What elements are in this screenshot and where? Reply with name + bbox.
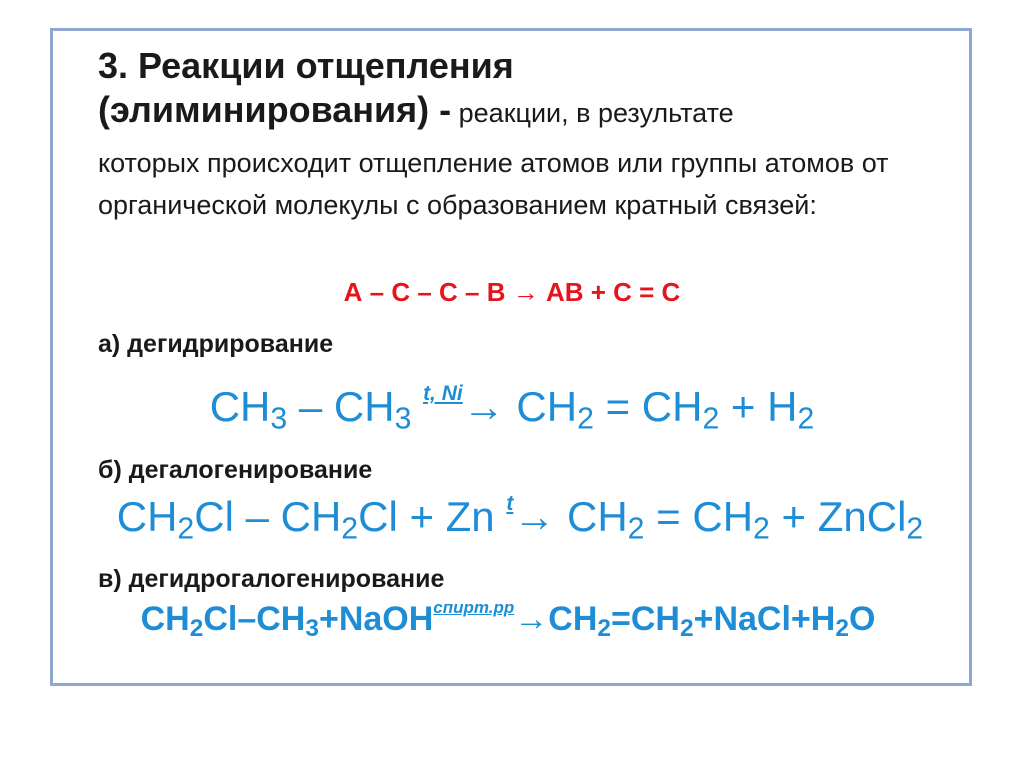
section-label-dehydrogenation: а) дегидрирование <box>98 330 334 358</box>
slide-heading <box>98 44 958 140</box>
reaction-condition: t <box>506 492 514 515</box>
definition-text: которых происходит отщепление атомов или группы атомов от органической молекулы с образованием кратный связей: <box>98 148 889 220</box>
equation-dehydrohalogenation: $CH_2Cl-CH_3+NaOH^{спирт.рр}\to CH_2=CH_2+NaCl+H_2O$ <box>140 598 876 643</box>
reaction-condition: спирт.рр <box>433 598 515 617</box>
section-label-dehydrohalogenation: в) дегидрогалогенирование <box>98 565 445 593</box>
heading-continuation: реакции, в результате <box>451 98 734 128</box>
heading-line-2 <box>98 88 958 140</box>
heading-term: (элиминирования) - <box>98 89 452 130</box>
equation-dehydrogenation: $CH_3 - CH_3$ $^{t, Ni}\to CH_2 = CH_2 + H_2$ <box>209 382 815 436</box>
section-label-dehalogenation: б) дегалогенирование <box>98 456 373 484</box>
reaction-condition: t, Ni <box>423 382 463 405</box>
equation-dehalogenation: $CH_2Cl - CH_2Cl + Zn$ $^t\to CH_2 = CH_2$ + ZnCl$_2$ <box>116 492 924 546</box>
general-scheme: А – С – С – В → АВ + С = С <box>343 277 681 307</box>
heading-line-1: 3. Реакции отщепления <box>98 45 514 86</box>
